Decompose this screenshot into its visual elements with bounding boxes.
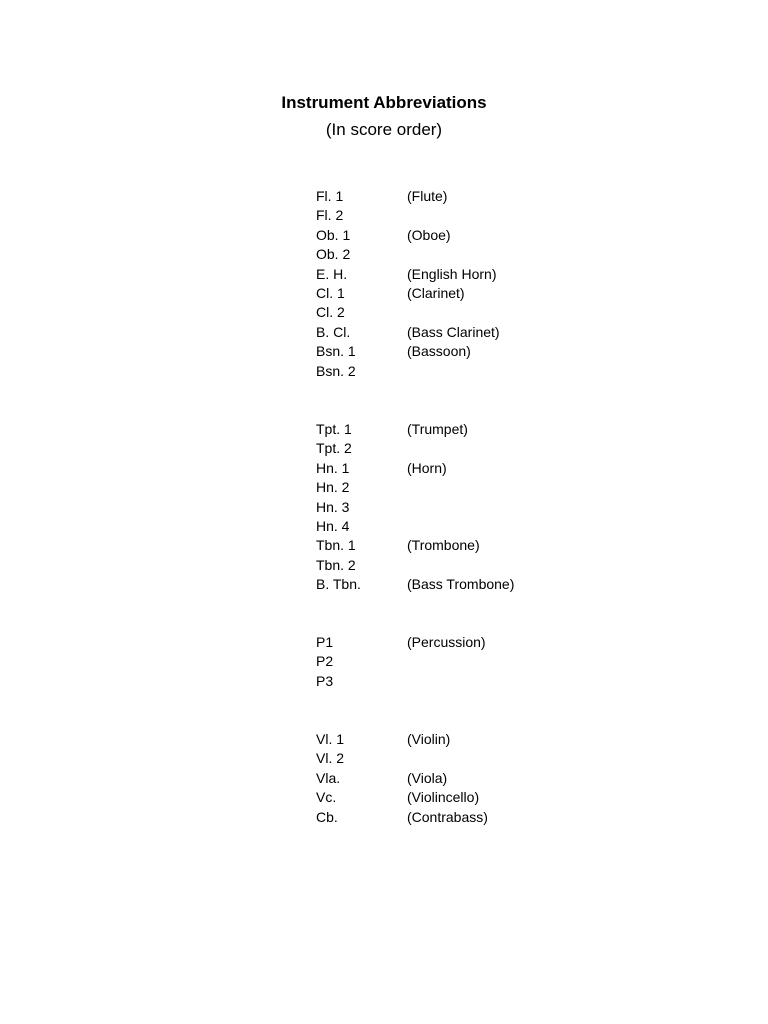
list-item	[316, 459, 616, 478]
abbreviation: Fl. 1	[316, 188, 344, 204]
list-item	[316, 342, 616, 361]
list-item	[316, 303, 616, 322]
instrument-name	[407, 749, 616, 768]
strings-group	[316, 730, 616, 827]
abbreviation: P2	[316, 653, 334, 670]
list-item	[316, 284, 616, 303]
woodwinds-group	[316, 187, 616, 381]
abbreviation: Vla.	[316, 769, 341, 786]
instrument-name: (Flute)	[407, 188, 448, 204]
abbreviation: Bsn. 2	[316, 362, 356, 379]
instrument-name: (Violin)	[407, 731, 451, 747]
instrument-name	[407, 556, 616, 575]
list-item	[316, 730, 616, 749]
abbreviation: Cl. 2	[316, 304, 345, 321]
abbreviation: Hn. 1	[316, 459, 350, 476]
instrument-name	[407, 672, 616, 691]
abbreviation: Cb.	[316, 808, 338, 825]
list-item	[316, 749, 616, 768]
abbreviation: Tbn. 1	[316, 537, 356, 554]
abbreviation: Tpt. 1	[316, 421, 352, 437]
list-item	[316, 556, 616, 575]
abbreviation: Vl. 2	[316, 750, 345, 767]
abbreviation: Tpt. 2	[316, 440, 352, 457]
instrument-name: (Contrabass)	[407, 808, 488, 825]
list-item	[316, 323, 616, 342]
instrument-name: (Bass Clarinet)	[407, 323, 500, 340]
list-item	[316, 439, 616, 458]
list-item	[316, 517, 616, 536]
abbreviation: Hn. 3	[316, 498, 350, 515]
instrument-name: (English Horn)	[407, 265, 497, 282]
list-item	[316, 245, 616, 264]
list-item	[316, 362, 616, 381]
page-subtitle: (In score order)	[325, 120, 443, 139]
instrument-name	[407, 478, 616, 497]
abbreviation: B. Cl.	[316, 323, 351, 340]
abbreviation: Vl. 1	[316, 731, 345, 747]
instrument-name	[407, 517, 616, 536]
list-item	[316, 769, 616, 788]
abbreviation: Vc.	[316, 789, 337, 806]
abbreviation: Bsn. 1	[316, 343, 356, 360]
instrument-name: (Trumpet)	[407, 421, 468, 437]
list-item	[316, 788, 616, 807]
abbreviation: Tbn. 2	[316, 556, 356, 573]
instrument-name	[407, 303, 616, 322]
list-item	[316, 808, 616, 827]
abbreviation: Fl. 2	[316, 207, 344, 224]
instrument-name: (Trombone)	[407, 537, 480, 554]
list-item	[316, 672, 616, 691]
abbreviation: Hn. 4	[316, 517, 350, 534]
page-title: Instrument Abbreviations	[281, 93, 487, 112]
instrument-name	[407, 439, 616, 458]
abbreviation: Ob. 2	[316, 246, 351, 263]
instrument-name: (Percussion)	[407, 634, 486, 650]
instrument-name: (Clarinet)	[407, 284, 465, 301]
percussion-group	[316, 633, 616, 691]
instrument-name	[407, 245, 616, 264]
list-item	[316, 633, 616, 652]
instrument-name: (Bassoon)	[407, 343, 471, 360]
abbreviation: P1	[316, 634, 334, 650]
list-item	[316, 226, 616, 245]
instrument-name	[407, 362, 616, 381]
list-item	[316, 187, 616, 206]
abbreviation: Hn. 2	[316, 479, 350, 496]
brass-group	[316, 420, 616, 595]
abbreviation: Cl. 1	[316, 284, 345, 301]
list-item	[316, 652, 616, 671]
abbreviation: E. H.	[316, 265, 348, 282]
list-item	[316, 265, 616, 284]
instrument-name	[407, 206, 616, 225]
list-item	[316, 536, 616, 555]
list-item	[316, 206, 616, 225]
list-item	[316, 420, 616, 439]
list-item	[316, 575, 616, 594]
instrument-name: (Violincello)	[407, 789, 480, 806]
instrument-name: (Viola)	[407, 769, 448, 786]
list-item	[316, 498, 616, 517]
instrument-name	[407, 652, 616, 671]
instrument-name	[407, 498, 616, 517]
abbreviation: B. Tbn.	[316, 576, 361, 593]
abbreviation: Ob. 1	[316, 226, 351, 243]
instrument-name: (Bass Trombone)	[407, 576, 515, 593]
instrument-name: (Oboe)	[407, 226, 451, 243]
abbreviation: P3	[316, 672, 334, 689]
list-item	[316, 478, 616, 497]
instrument-name: (Horn)	[407, 459, 447, 476]
